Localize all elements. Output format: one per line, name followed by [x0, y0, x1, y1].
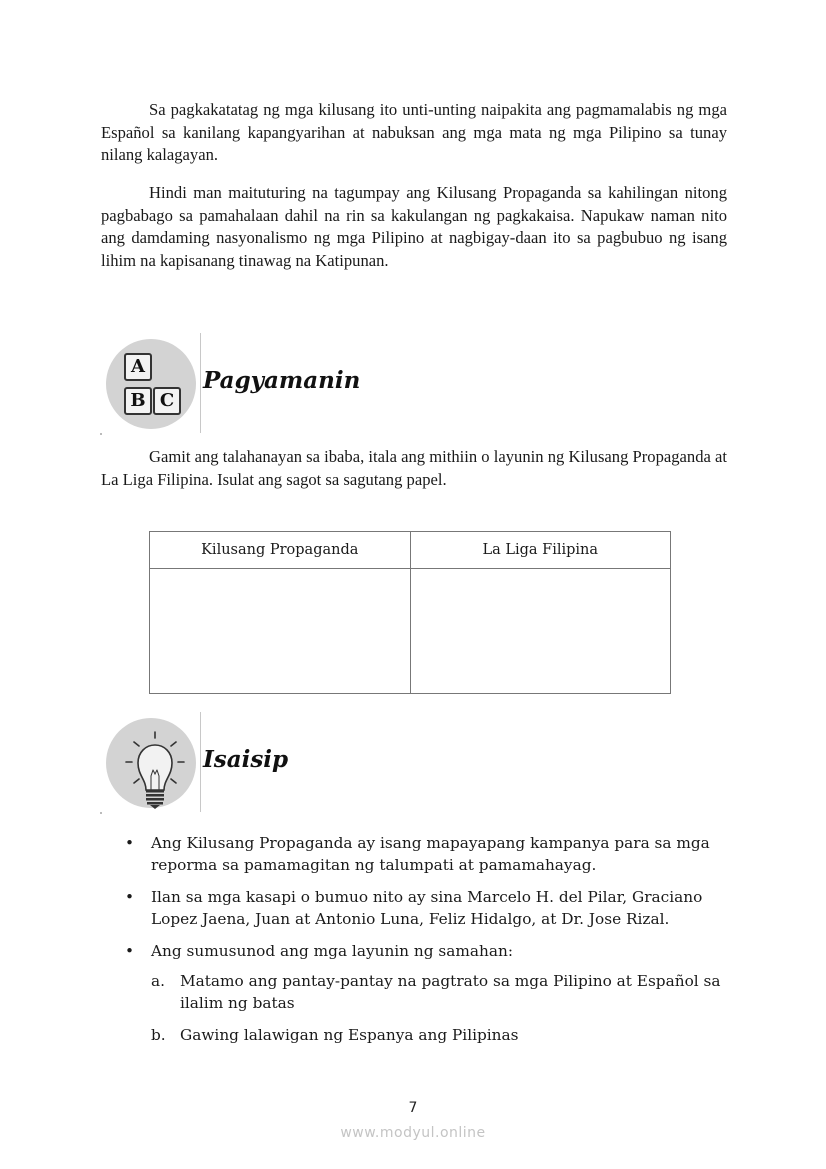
list-item	[101, 940, 727, 1047]
bullet-icon: •	[125, 887, 135, 906]
bullet-icon: •	[125, 834, 135, 852]
section-header-isaisip	[100, 712, 400, 814]
answer-table	[149, 531, 671, 694]
list-item	[101, 886, 727, 931]
list-item-text: Ang Kilusang Propaganda ay isang mapayapang kampanya para sa mga reporma sa pamamagitan ng talumpati at pamamahayag.	[151, 834, 710, 875]
paragraph-katipunan: Hindi man maituturing na tagumpay ang Kilusang Propaganda sa kahilingan nitong pagbabago sa pamahalaan dahil na rin sa kakulangan ng pagkakaisa. Napukaw naman nito ang damdaming nasyonalismo ng mga Pilipino at nagbigay-daan ito sa pagbubuo ng isang lihim na kapisanang tinawag na Katipunan.	[101, 183, 727, 270]
lightbulb-graphic	[120, 728, 190, 810]
watermark: www.modyul.online	[340, 1125, 486, 1141]
answer-cell-kilusang-propaganda	[150, 569, 411, 694]
table-header-kilusang-propaganda: Kilusang Propaganda	[150, 532, 411, 569]
sub-list-text: Matamo ang pantay-pantay na pagtrato sa mga Pilipino at Español sa ilalim ng batas	[180, 972, 721, 1013]
goals-sublist	[151, 970, 727, 1046]
table-header-la-liga-filipina: La Liga Filipina	[410, 532, 671, 569]
sub-list-marker: b.	[151, 1025, 166, 1044]
section-divider	[200, 712, 201, 812]
sub-list-item	[151, 970, 727, 1015]
bullet-icon: •	[125, 941, 135, 960]
page-number: 7	[408, 1100, 418, 1116]
paragraph-instruction: Gamit ang talahanayan sa ibaba, itala ang mithiin o layunin ng Kilusang Propaganda at La Liga Filipina. Isulat ang sagot sa sagutang papel.	[101, 447, 727, 489]
list-item-text: Ang sumusunod ang mga layunin ng samahan:	[151, 941, 513, 960]
list-item-text: Ilan sa mga kasapi o bumuo nito ay sina Marcelo H. del Pilar, Graciano Lopez Jaena, Juan at Antonio Luna, Feliz Hidalgo, at Dr. Jose Rizal.	[151, 887, 703, 929]
block-a: A	[124, 353, 152, 381]
paragraph-intro: Sa pagkakatatag ng mga kilusang ito unti-unting naipakita ang pagmamalabis ng mga Español sa kanilang kapangyarihan at nabuksan ang mga mata ng mga Pilipino sa tunay nilang kalagayan.	[101, 100, 727, 165]
section-divider	[200, 333, 201, 433]
section-title-isaisip: Isaisip	[203, 746, 289, 773]
section-title-pagyamanin: Pagyamanin	[203, 367, 361, 394]
list-item	[101, 832, 727, 877]
abc-blocks-icon	[106, 339, 196, 429]
sub-list-marker: a.	[151, 972, 165, 991]
corner-mark	[100, 812, 102, 814]
section-header-pagyamanin	[100, 333, 400, 435]
sub-list-text: Gawing lalawigan ng Espanya ang Pilipinas	[180, 1025, 519, 1044]
block-c: C	[153, 387, 181, 415]
isaisip-bullet-list	[101, 832, 727, 1055]
sub-list-item	[151, 1024, 727, 1046]
block-b: B	[124, 387, 152, 415]
answer-cell-la-liga-filipina	[410, 569, 671, 694]
lightbulb-icon	[106, 718, 196, 808]
corner-mark	[100, 433, 102, 435]
table-row	[150, 569, 671, 694]
